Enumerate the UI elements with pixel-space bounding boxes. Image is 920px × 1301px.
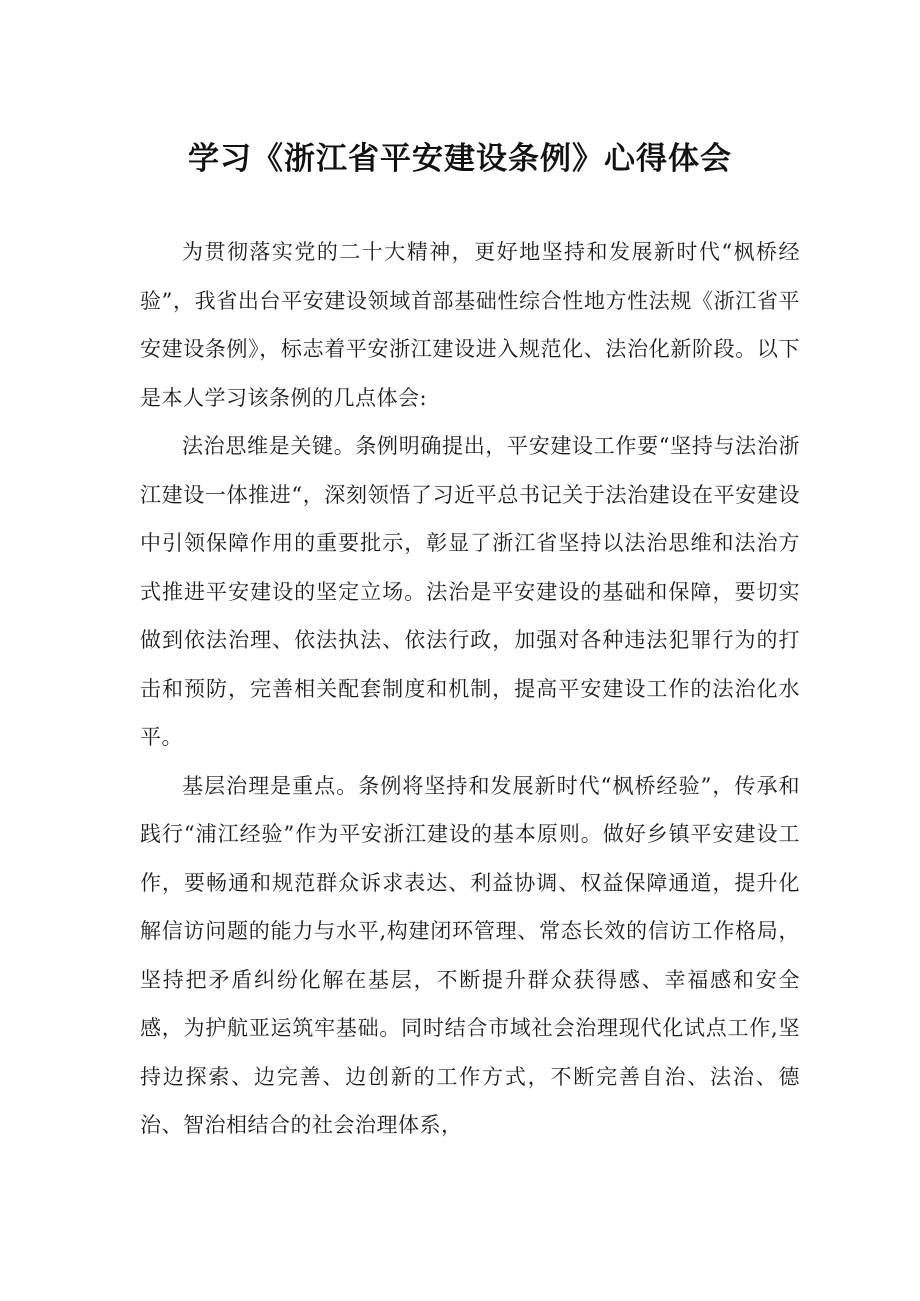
- paragraph-intro: 为贯彻落实党的二十大精神，更好地坚持和发展新时代“枫桥经验”，我省出台平安建设领域首部基础性综合性地方性法规《浙江省平安建设条例》，标志着平安浙江建设进入规范化、法治化新阶段。以下是本人学习该条例的几点体会:: [140, 240, 800, 410]
- document-title: 学习《浙江省平安建设条例》心得体会: [188, 141, 732, 177]
- paragraph-grassroots-governance: 基层治理是重点。条例将坚持和发展新时代“枫桥经验”，传承和践行“浦江经验”作为平安浙江建设的基本原则。做好乡镇平安建设工作，要畅通和规范群众诉求表达、利益协调、权益保障通道，提升化解信访问题的能力与水平,构建闭环管理、常态长效的信访工作格局，坚持把矛盾纠纷化解在基层，不断提升群众获得感、幸福感和安全感，为护航亚运筑牢基础。同时结合市域社会治理现代化试点工作,坚持边探索、边完善、边创新的工作方式，不断完善自治、法治、德治、智治相结合的社会治理体系，: [140, 773, 800, 1137]
- paragraph-rule-of-law: 法治思维是关键。条例明确提出，平安建设工作要“坚持与法治浙江建设一体推进“，深刻领悟了习近平总书记关于法治建设在平安建设中引领保障作用的重要批示，彰显了浙江省坚持以法治思维和法治方式推进平安建设的坚定立场。法治是平安建设的基础和保障，要切实做到依法治理、依法执法、依法行政，加强对各种违法犯罪行为的打击和预防，完善相关配套制度和机制，提高平安建设工作的法治化水平。: [140, 434, 800, 749]
- document-body: [140, 228, 800, 1150]
